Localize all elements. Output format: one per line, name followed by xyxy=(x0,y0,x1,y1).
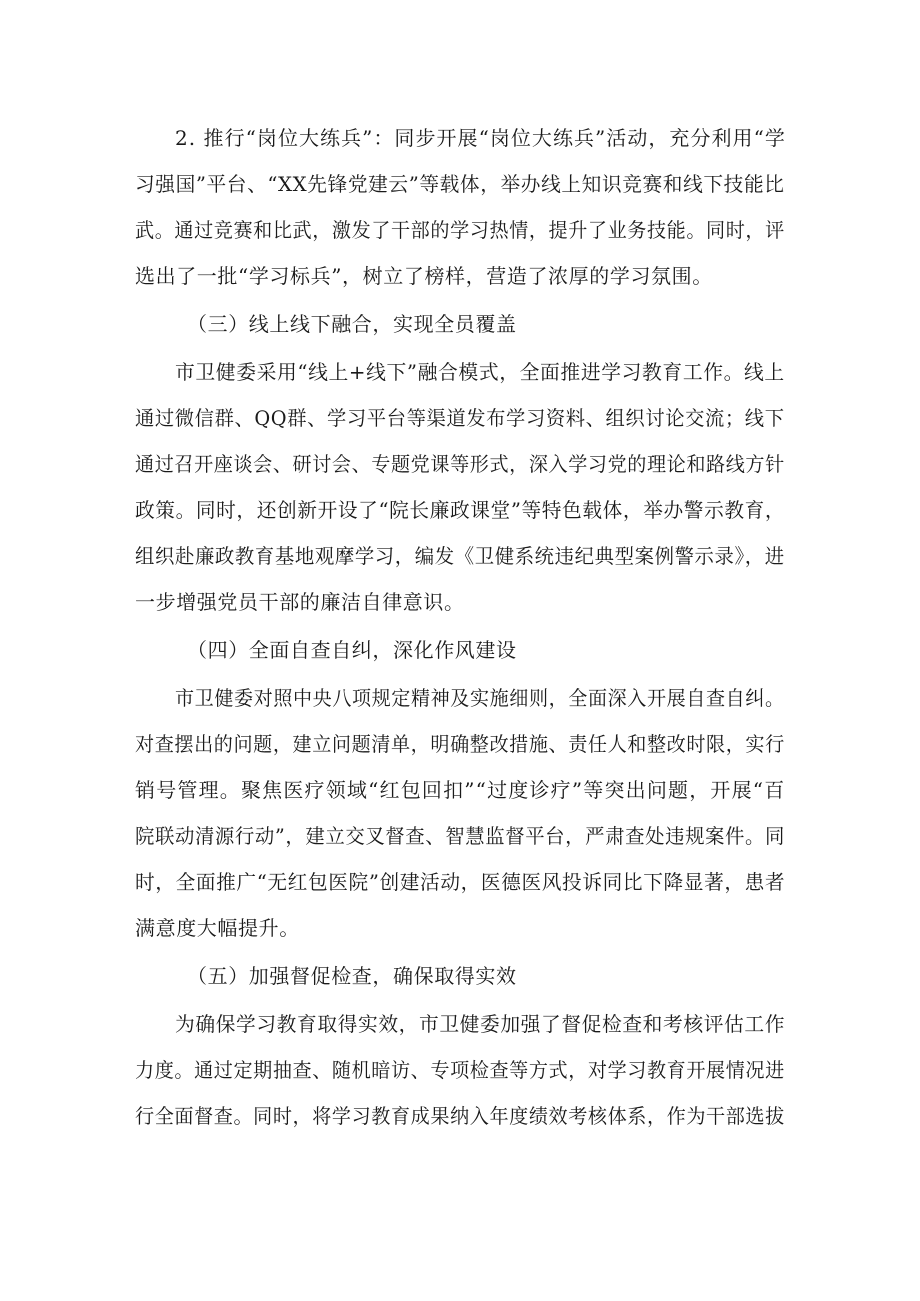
paragraph-line: 通过召开座谈会、研讨会、专题党课等形式，深入学习党的理论和路线方针 xyxy=(135,452,785,476)
paragraph-line: 对查摆出的问题，建立问题清单，明确整改措施、责任人和整改时限，实行 xyxy=(135,732,785,756)
paragraph-line: 习强国”平台、“XX先锋党建云”等载体，举办线上知识竞赛和线下技能比 xyxy=(135,172,785,196)
paragraph-line: 2. 推行“岗位大练兵”：同步开展“岗位大练兵”活动，充分利用“学 xyxy=(175,126,786,150)
paragraph-line: 市卫健委采用“线上+线下”融合模式，全面推进学习教育工作。线上 xyxy=(175,360,785,384)
paragraph-line: 时，全面推广“无红包医院”创建活动，医德医风投诉同比下降显著，患者 xyxy=(135,870,786,894)
paragraph-line: 武。通过竞赛和比武，激发了干部的学习热情，提升了业务技能。同时，评 xyxy=(135,218,785,242)
paragraph-line: 通过微信群、QQ群、学习平台等渠道发布学习资料、组织讨论交流；线下 xyxy=(135,406,785,430)
section-heading: （四）全面自查自纠，深化作风建设 xyxy=(187,638,517,662)
paragraph-line: 院联动清源行动”，建立交叉督查、智慧监督平台，严肃查处违规案件。同 xyxy=(135,824,785,848)
paragraph-line: 市卫健委对照中央八项规定精神及实施细则，全面深入开展自查自纠。 xyxy=(175,686,785,710)
paragraph-line: 选出了一批“学习标兵”，树立了榜样，营造了浓厚的学习氛围。 xyxy=(135,264,713,288)
paragraph-line: 销号管理。聚焦医疗领域“红包回扣”“过度诊疗”等突出问题，开展“百 xyxy=(135,778,786,802)
paragraph-line: 政策。同时，还创新开设了“院长廉政课堂”等特色载体，举办警示教育， xyxy=(135,498,786,522)
section-heading: （三）线上线下融合，实现全员覆盖 xyxy=(187,312,517,336)
paragraph-line: 组织赴廉政教育基地观摩学习，编发《卫健系统违纪典型案例警示录》，进 xyxy=(135,544,785,568)
paragraph-line: 为确保学习教育取得实效，市卫健委加强了督促检查和考核评估工作 xyxy=(175,1012,786,1036)
paragraph-line: 行全面督查。同时，将学习教育成果纳入年度绩效考核体系，作为干部选拔 xyxy=(135,1104,785,1128)
section-heading: （五）加强督促检查，确保取得实效 xyxy=(187,964,517,988)
paragraph-line: 满意度大幅提升。 xyxy=(135,916,300,940)
paragraph-line: 力度。通过定期抽查、随机暗访、专项检查等方式，对学习教育开展情况进 xyxy=(135,1058,785,1082)
paragraph-line: 一步增强党员干部的廉洁自律意识。 xyxy=(135,590,465,614)
